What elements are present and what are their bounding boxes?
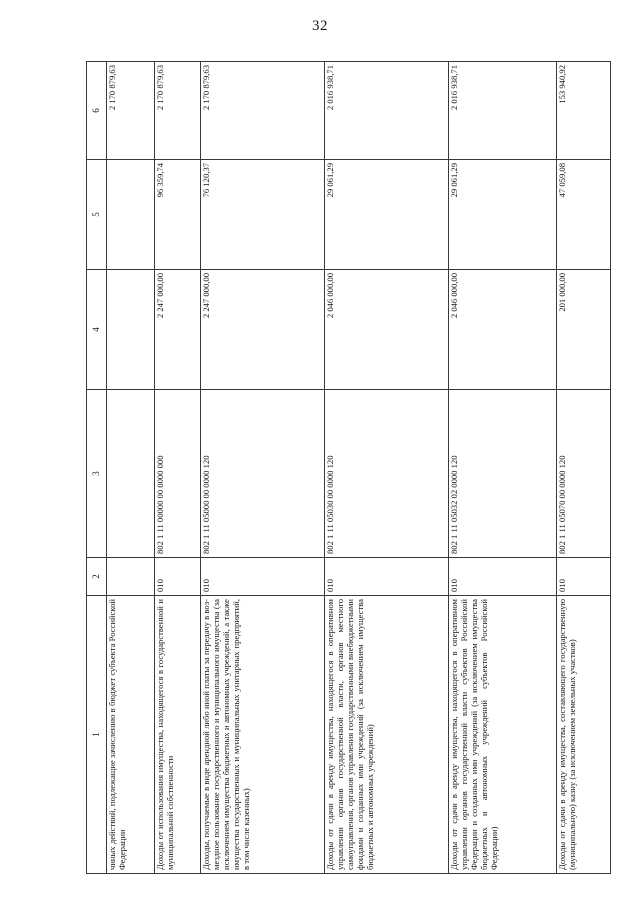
header-col-1: 1 xyxy=(87,596,107,874)
table-row xyxy=(155,62,201,874)
row-admin-code: 010 xyxy=(155,558,201,596)
row-name: Доходы от использования имущества, находящегося в государственной и муниципальной собственности xyxy=(155,596,201,874)
row-planned: 2 247 000,00 xyxy=(201,270,325,390)
row-admin-code: 010 xyxy=(557,558,611,596)
table-row xyxy=(449,62,557,874)
row-admin-code: 010 xyxy=(201,558,325,596)
rotated-table-frame xyxy=(86,62,577,874)
table-row xyxy=(557,62,611,874)
row-name: Доходы от сдачи в аренду имущества, находящегося в оперативном управлении органов государственной власти субъектов Российской Федерации и созданных ими учреждений (за исключением имущества бюджетных и автономных учреждений субъектов Российской Федерации) xyxy=(449,596,557,874)
row-total: 2 016 938,71 xyxy=(325,62,449,160)
header-col-6: 6 xyxy=(87,62,107,160)
table-row xyxy=(201,62,325,874)
row-admin-code: 010 xyxy=(325,558,449,596)
row-total: 2 170 879,63 xyxy=(201,62,325,160)
row-name: чиных действий, подлежащие зачислению в бюджет субъекта Российской Федерации xyxy=(107,596,155,874)
table-row xyxy=(107,62,155,874)
row-executed: 96 359,74 xyxy=(155,160,201,270)
row-planned: 201 000,00 xyxy=(557,270,611,390)
row-name: Доходы от сдачи в аренду имущества, составляющего государственную (муниципальную) казну (за исключением земельных участков) xyxy=(557,596,611,874)
header-col-3: 3 xyxy=(87,390,107,558)
row-planned: 2 247 000,00 xyxy=(155,270,201,390)
row-admin-code: 010 xyxy=(449,558,557,596)
header-col-5: 5 xyxy=(87,160,107,270)
header-col-4: 4 xyxy=(87,270,107,390)
header-col-2: 2 xyxy=(87,558,107,596)
row-executed: 47 059,08 xyxy=(557,160,611,270)
table-header-row xyxy=(87,62,107,874)
row-budget-code: 802 1 11 05070 00 0000 120 xyxy=(557,390,611,558)
page-number: 32 xyxy=(312,18,328,34)
row-total: 2 016 938,71 xyxy=(449,62,557,160)
row-executed: 29 061,29 xyxy=(325,160,449,270)
row-name: Доходы, получаемые в виде арендной либо иной платы за передачу в возмездное пользование государственного и муниципального имущества (за исключением имущества бюджетных и автономных учреждений, а также имущества государственных и муниципальных унитарных предприятий, в том числе казенных) xyxy=(201,596,325,874)
row-budget-code: 802 1 11 05032 02 0000 120 xyxy=(449,390,557,558)
row-total: 2 170 879,63 xyxy=(155,62,201,160)
row-total: 2 170 879,63 xyxy=(107,62,155,160)
row-name: Доходы от сдачи в аренду имущества, находящегося в оперативном управлении органов государственной власти, органов местного самоуправления, органов управления государственными внебюджетными фондами и созданных ими учреждений (за исключением имущества бюджетных и автономных учреждений) xyxy=(325,596,449,874)
row-executed: 29 061,29 xyxy=(449,160,557,270)
row-executed: 76 120,37 xyxy=(201,160,325,270)
row-total: 153 940,92 xyxy=(557,62,611,160)
row-budget-code: 802 1 11 00000 00 0000 000 xyxy=(155,390,201,558)
row-budget-code: 802 1 11 05030 00 0000 120 xyxy=(325,390,449,558)
rotated-table-wrapper xyxy=(86,62,577,874)
row-planned xyxy=(107,270,155,390)
row-budget-code xyxy=(107,390,155,558)
row-planned: 2 046 000,00 xyxy=(449,270,557,390)
budget-table xyxy=(86,61,611,874)
row-budget-code: 802 1 11 05000 00 0000 120 xyxy=(201,390,325,558)
row-executed xyxy=(107,160,155,270)
table-row xyxy=(325,62,449,874)
row-planned: 2 046 000,00 xyxy=(325,270,449,390)
row-admin-code xyxy=(107,558,155,596)
